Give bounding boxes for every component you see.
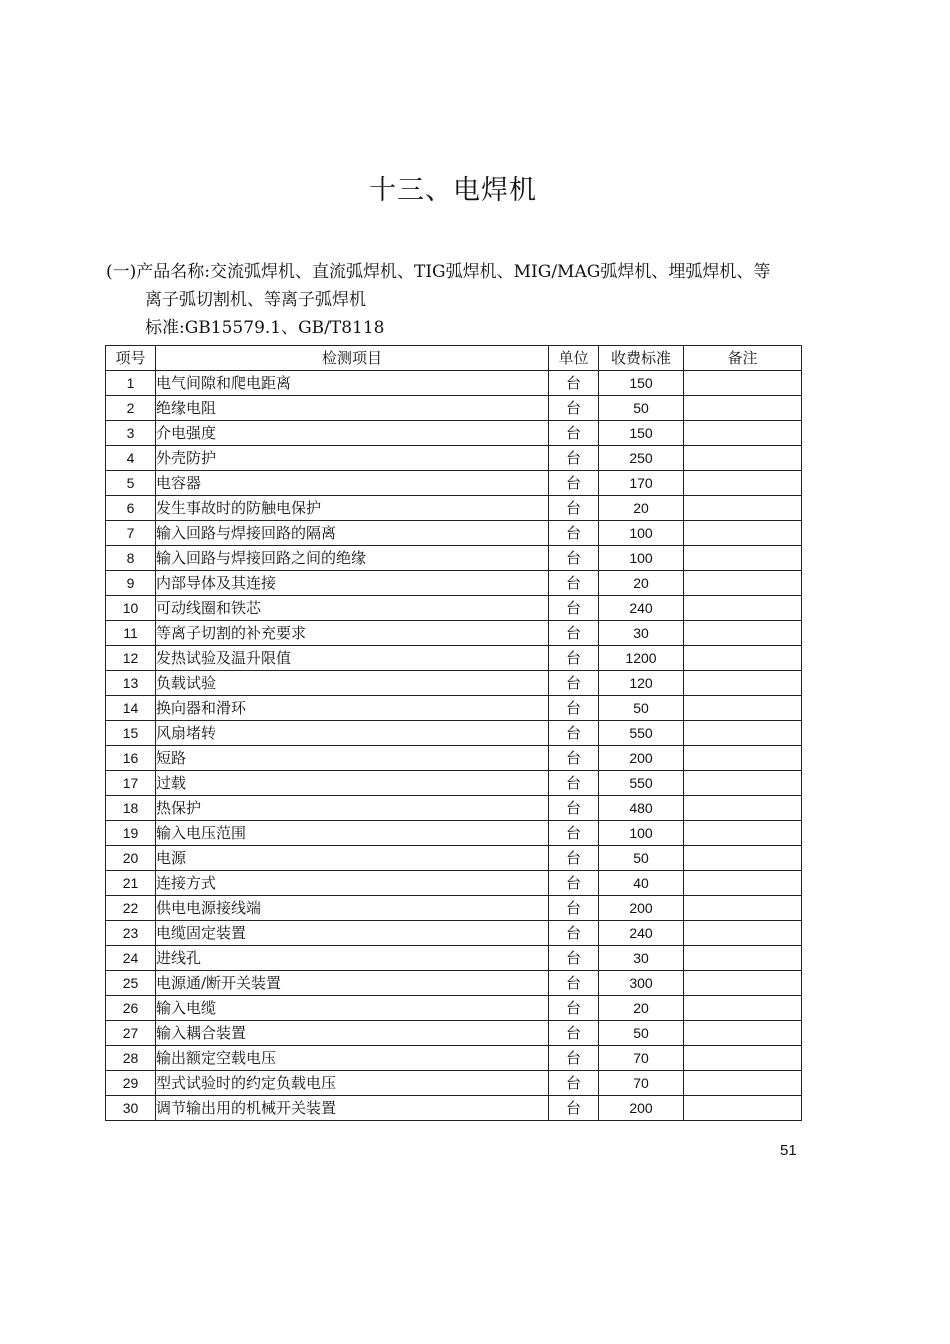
- row-number: 18: [106, 796, 156, 821]
- row-number: 1: [106, 371, 156, 396]
- row-remarks: [684, 471, 802, 496]
- table-row: [106, 871, 802, 896]
- table-row: [106, 446, 802, 471]
- row-remarks: [684, 871, 802, 896]
- table-row: [106, 696, 802, 721]
- row-test-item: 内部导体及其连接: [156, 571, 549, 596]
- row-fee: 20: [599, 571, 684, 596]
- row-remarks: [684, 671, 802, 696]
- row-number: 26: [106, 996, 156, 1021]
- row-remarks: [684, 746, 802, 771]
- row-remarks: [684, 1071, 802, 1096]
- row-test-item: 电源通/断开关装置: [156, 971, 549, 996]
- table-row: [106, 1021, 802, 1046]
- row-number: 19: [106, 821, 156, 846]
- row-number: 8: [106, 546, 156, 571]
- row-unit: 台: [549, 1046, 599, 1071]
- table-row: [106, 1071, 802, 1096]
- row-test-item: 电源: [156, 846, 549, 871]
- row-test-item: 连接方式: [156, 871, 549, 896]
- row-test-item: 型式试验时的约定负载电压: [156, 1071, 549, 1096]
- table-row: [106, 771, 802, 796]
- row-number: 24: [106, 946, 156, 971]
- row-fee: 120: [599, 671, 684, 696]
- standard-line: 标准:GB15579.1、GB/T8118: [145, 318, 385, 338]
- row-number: 5: [106, 471, 156, 496]
- row-fee: 240: [599, 596, 684, 621]
- row-fee: 300: [599, 971, 684, 996]
- row-number: 20: [106, 846, 156, 871]
- row-remarks: [684, 971, 802, 996]
- row-unit: 台: [549, 896, 599, 921]
- row-test-item: 等离子切割的补充要求: [156, 621, 549, 646]
- row-remarks: [684, 546, 802, 571]
- row-number: 9: [106, 571, 156, 596]
- table-row: [106, 621, 802, 646]
- row-test-item: 换向器和滑环: [156, 696, 549, 721]
- row-fee: 70: [599, 1046, 684, 1071]
- row-test-item: 输出额定空载电压: [156, 1046, 549, 1071]
- row-fee: 50: [599, 846, 684, 871]
- row-remarks: [684, 521, 802, 546]
- table-body: [106, 371, 802, 1121]
- row-remarks: [684, 846, 802, 871]
- table-row: [106, 646, 802, 671]
- table-row: [106, 746, 802, 771]
- table-row: [106, 421, 802, 446]
- product-intro: [106, 258, 816, 342]
- row-test-item: 进线孔: [156, 946, 549, 971]
- row-unit: 台: [549, 621, 599, 646]
- row-fee: 240: [599, 921, 684, 946]
- table-row: [106, 846, 802, 871]
- header-test-item: 检测项目: [156, 346, 549, 371]
- row-test-item: 介电强度: [156, 421, 549, 446]
- row-remarks: [684, 1096, 802, 1121]
- row-test-item: 调节输出用的机械开关装置: [156, 1096, 549, 1121]
- header-remarks: 备注: [684, 346, 802, 371]
- table-header-row: [106, 346, 802, 371]
- row-fee: 550: [599, 771, 684, 796]
- row-unit: 台: [549, 571, 599, 596]
- row-remarks: [684, 696, 802, 721]
- row-number: 27: [106, 1021, 156, 1046]
- row-fee: 100: [599, 521, 684, 546]
- product-names-continued: 离子弧切割机、等离子弧焊机: [145, 290, 366, 310]
- row-unit: 台: [549, 796, 599, 821]
- row-unit: 台: [549, 921, 599, 946]
- row-fee: 30: [599, 621, 684, 646]
- row-unit: 台: [549, 471, 599, 496]
- page-number: 51: [780, 1142, 797, 1159]
- row-fee: 100: [599, 546, 684, 571]
- row-number: 23: [106, 921, 156, 946]
- row-fee: 550: [599, 721, 684, 746]
- row-number: 25: [106, 971, 156, 996]
- row-remarks: [684, 771, 802, 796]
- row-number: 12: [106, 646, 156, 671]
- row-unit: 台: [549, 521, 599, 546]
- row-test-item: 发生事故时的防触电保护: [156, 496, 549, 521]
- row-remarks: [684, 396, 802, 421]
- page-title: 十三、电焊机: [369, 175, 537, 206]
- row-fee: 170: [599, 471, 684, 496]
- row-test-item: 输入耦合装置: [156, 1021, 549, 1046]
- row-unit: 台: [549, 721, 599, 746]
- row-number: 11: [106, 621, 156, 646]
- inspection-fee-table: [105, 345, 802, 1121]
- row-unit: 台: [549, 871, 599, 896]
- row-unit: 台: [549, 421, 599, 446]
- row-test-item: 风扇堵转: [156, 721, 549, 746]
- row-remarks: [684, 646, 802, 671]
- table-row: [106, 571, 802, 596]
- row-test-item: 输入电缆: [156, 996, 549, 1021]
- row-test-item: 过载: [156, 771, 549, 796]
- header-fee: 收费标准: [599, 346, 684, 371]
- row-number: 6: [106, 496, 156, 521]
- row-number: 16: [106, 746, 156, 771]
- row-unit: 台: [549, 746, 599, 771]
- row-number: 29: [106, 1071, 156, 1096]
- row-fee: 50: [599, 696, 684, 721]
- row-remarks: [684, 721, 802, 746]
- row-unit: 台: [549, 646, 599, 671]
- table-row: [106, 371, 802, 396]
- row-fee: 200: [599, 746, 684, 771]
- table-row: [106, 971, 802, 996]
- row-test-item: 短路: [156, 746, 549, 771]
- row-number: 22: [106, 896, 156, 921]
- row-remarks: [684, 946, 802, 971]
- row-remarks: [684, 496, 802, 521]
- row-fee: 200: [599, 1096, 684, 1121]
- row-test-item: 热保护: [156, 796, 549, 821]
- header-unit: 单位: [549, 346, 599, 371]
- row-unit: 台: [549, 496, 599, 521]
- row-remarks: [684, 821, 802, 846]
- row-test-item: 绝缘电阻: [156, 396, 549, 421]
- row-remarks: [684, 621, 802, 646]
- row-remarks: [684, 421, 802, 446]
- table-row: [106, 471, 802, 496]
- row-unit: 台: [549, 996, 599, 1021]
- row-fee: 20: [599, 996, 684, 1021]
- row-unit: 台: [549, 971, 599, 996]
- row-remarks: [684, 1046, 802, 1071]
- row-fee: 200: [599, 896, 684, 921]
- row-number: 14: [106, 696, 156, 721]
- row-remarks: [684, 921, 802, 946]
- table-row: [106, 821, 802, 846]
- row-fee: 150: [599, 421, 684, 446]
- row-test-item: 输入回路与焊接回路的隔离: [156, 521, 549, 546]
- row-number: 30: [106, 1096, 156, 1121]
- row-unit: 台: [549, 671, 599, 696]
- row-fee: 50: [599, 1021, 684, 1046]
- row-unit: 台: [549, 446, 599, 471]
- row-number: 7: [106, 521, 156, 546]
- row-unit: 台: [549, 1071, 599, 1096]
- row-remarks: [684, 596, 802, 621]
- row-number: 28: [106, 1046, 156, 1071]
- row-test-item: 供电电源接线端: [156, 896, 549, 921]
- row-remarks: [684, 446, 802, 471]
- row-unit: 台: [549, 946, 599, 971]
- row-test-item: 电缆固定装置: [156, 921, 549, 946]
- table-row: [106, 1096, 802, 1121]
- row-unit: 台: [549, 1096, 599, 1121]
- row-test-item: 发热试验及温升限值: [156, 646, 549, 671]
- row-number: 17: [106, 771, 156, 796]
- table-row: [106, 521, 802, 546]
- row-unit: 台: [549, 696, 599, 721]
- table-row: [106, 721, 802, 746]
- product-names-line: (一)产品名称:交流弧焊机、直流弧焊机、TIG弧焊机、MIG/MAG弧焊机、埋弧焊机、等: [106, 262, 771, 282]
- row-number: 15: [106, 721, 156, 746]
- row-fee: 40: [599, 871, 684, 896]
- row-test-item: 可动线圈和铁芯: [156, 596, 549, 621]
- row-test-item: 输入电压范围: [156, 821, 549, 846]
- row-unit: 台: [549, 846, 599, 871]
- row-test-item: 负载试验: [156, 671, 549, 696]
- row-remarks: [684, 1021, 802, 1046]
- row-remarks: [684, 796, 802, 821]
- row-number: 10: [106, 596, 156, 621]
- table-row: [106, 796, 802, 821]
- row-unit: 台: [549, 596, 599, 621]
- row-unit: 台: [549, 771, 599, 796]
- row-unit: 台: [549, 396, 599, 421]
- table-row: [106, 496, 802, 521]
- table-row: [106, 396, 802, 421]
- row-fee: 100: [599, 821, 684, 846]
- header-item-no: 项号: [106, 346, 156, 371]
- row-unit: 台: [549, 821, 599, 846]
- row-fee: 150: [599, 371, 684, 396]
- row-unit: 台: [549, 1021, 599, 1046]
- table-row: [106, 996, 802, 1021]
- row-test-item: 电气间隙和爬电距离: [156, 371, 549, 396]
- row-unit: 台: [549, 371, 599, 396]
- row-remarks: [684, 996, 802, 1021]
- table-row: [106, 946, 802, 971]
- row-unit: 台: [549, 546, 599, 571]
- table-row: [106, 596, 802, 621]
- row-fee: 30: [599, 946, 684, 971]
- table-row: [106, 1046, 802, 1071]
- row-number: 4: [106, 446, 156, 471]
- table-row: [106, 671, 802, 696]
- table-row: [106, 921, 802, 946]
- row-remarks: [684, 896, 802, 921]
- table-row: [106, 896, 802, 921]
- row-fee: 1200: [599, 646, 684, 671]
- row-number: 21: [106, 871, 156, 896]
- row-number: 2: [106, 396, 156, 421]
- row-fee: 480: [599, 796, 684, 821]
- row-remarks: [684, 571, 802, 596]
- table-row: [106, 546, 802, 571]
- row-fee: 250: [599, 446, 684, 471]
- row-number: 13: [106, 671, 156, 696]
- row-fee: 20: [599, 496, 684, 521]
- row-fee: 70: [599, 1071, 684, 1096]
- row-fee: 50: [599, 396, 684, 421]
- row-number: 3: [106, 421, 156, 446]
- row-test-item: 电容器: [156, 471, 549, 496]
- row-remarks: [684, 371, 802, 396]
- row-test-item: 外壳防护: [156, 446, 549, 471]
- row-test-item: 输入回路与焊接回路之间的绝缘: [156, 546, 549, 571]
